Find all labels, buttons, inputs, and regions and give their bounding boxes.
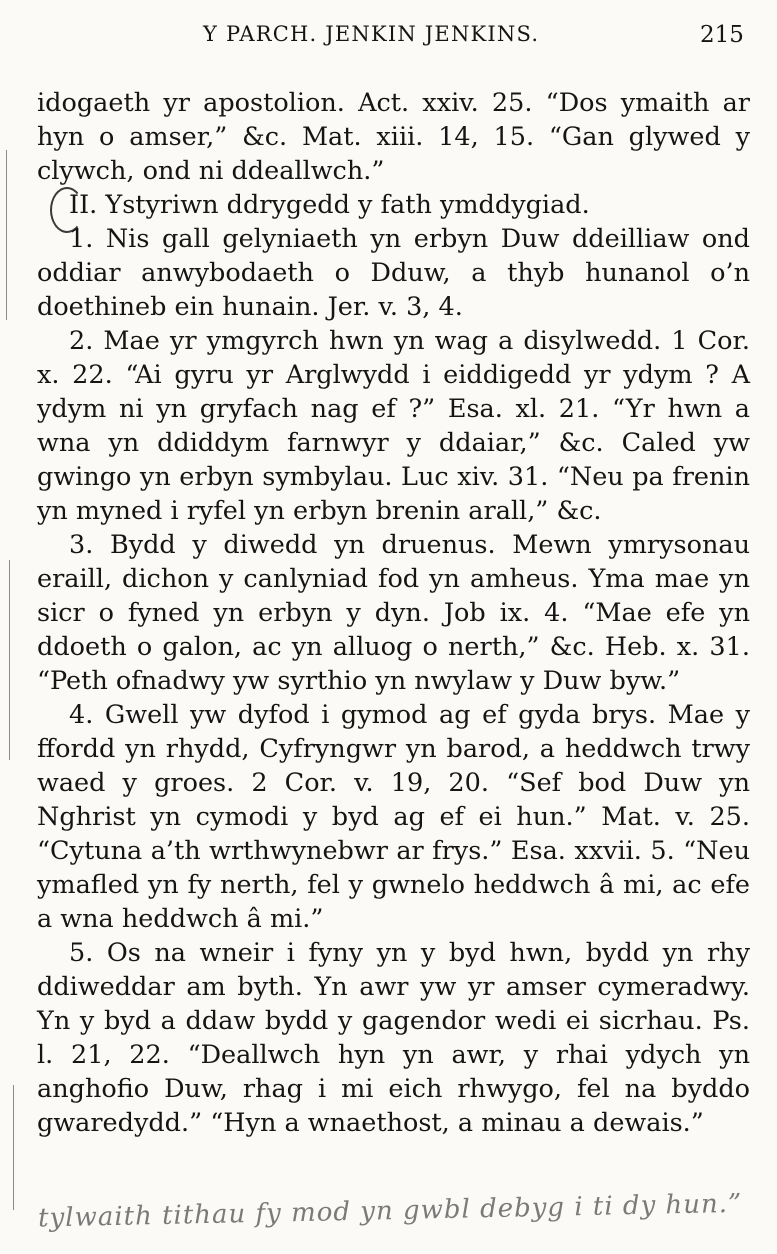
- paragraph-point-1: 1. Nis gall gelyniaeth yn erbyn Duw ddeilliaw ond oddiar anwybodaeth o Dduw, a thyb hunanol o’n doethineb ein hunain. Jer. v. 3, 4.: [37, 224, 750, 322]
- running-head: [0, 22, 777, 52]
- page-number: 215: [700, 22, 744, 48]
- page-body: [37, 86, 750, 1140]
- margin-pencil-line: [13, 1085, 14, 1210]
- margin-pencil-line: [6, 150, 7, 320]
- running-head-title: Y PARCH. JENKIN JENKINS.: [203, 22, 540, 46]
- paragraph-point-2: 2. Mae yr ymgyrch hwn yn wag a disylwedd. 1 Cor. x. 22. “Ai gyru yr Arglwydd i eiddigedd yr ydym ? A ydym ni yn gryfach nag ef ?” Esa. xl. 21. “Yr hwn a wna yn ddiddym farnwyr y ddaiar,” &c. Caled yw gwingo yn erbyn symbylau. Luc xiv. 31. “Neu pa frenin yn myned i ryfel yn erbyn brenin arall,” &c.: [37, 326, 750, 526]
- handwritten-note: tylwaith tithau fy mod yn gwbl debyg i ti dy hun.”: [37, 1188, 743, 1234]
- paragraph-point-4: 4. Gwell yw dyfod i gymod ag ef gyda brys. Mae y ffordd yn rhydd, Cyfryngwr yn barod, a heddwch trwy waed y groes. 2 Cor. v. 19, 20. “Sef bod Duw yn Nghrist yn cymodi y byd ag ef ei hun.” Mat. v. 25. “Cytuna a’th wrthwynebwr ar frys.” Esa. xxvii. 5. “Neu ymafled yn fy nerth, fel y gwnelo heddwch â mi, ac efe a wna heddwch â mi.”: [37, 700, 750, 934]
- paragraph-point-3: 3. Bydd y diwedd yn druenus. Mewn ymrysonau eraill, dichon y canlyniad fod yn amheus. Yma mae yn sicr o fyned yn erbyn y dyn. Job ix. 4. “Mae efe yn ddoeth o galon, ac yn alluog o nerth,” &c. Heb. x. 31. “Peth ofnadwy yw syrthio yn nwylaw y Duw byw.”: [37, 530, 750, 696]
- paragraph-continuation: idogaeth yr apostolion. Act. xxiv. 25. “Dos ymaith ar hyn o amser,” &c. Mat. xiii. 14, 15. “Gan glywed y clywch, ond ni ddeallwch.”: [37, 88, 750, 186]
- paragraph-point-5: 5. Os na wneir i fyny yn y byd hwn, bydd yn rhy ddiweddar am byth. Yn awr yw yr amser cymeradwy. Yn y byd a ddaw bydd y gagendor wedi ei sicrhau. Ps. l. 21, 22. “Deallwch hyn yn awr, y rhai ydych yn anghofio Duw, rhag i mi eich rhwygo, fel na byddo gwaredydd.” “Hyn a wnaethost, a minau a dewais.”: [37, 938, 750, 1138]
- section-heading-II: II. Ystyriwn ddrygedd y fath ymddygiad.: [69, 190, 590, 220]
- margin-pencil-line: [9, 560, 10, 760]
